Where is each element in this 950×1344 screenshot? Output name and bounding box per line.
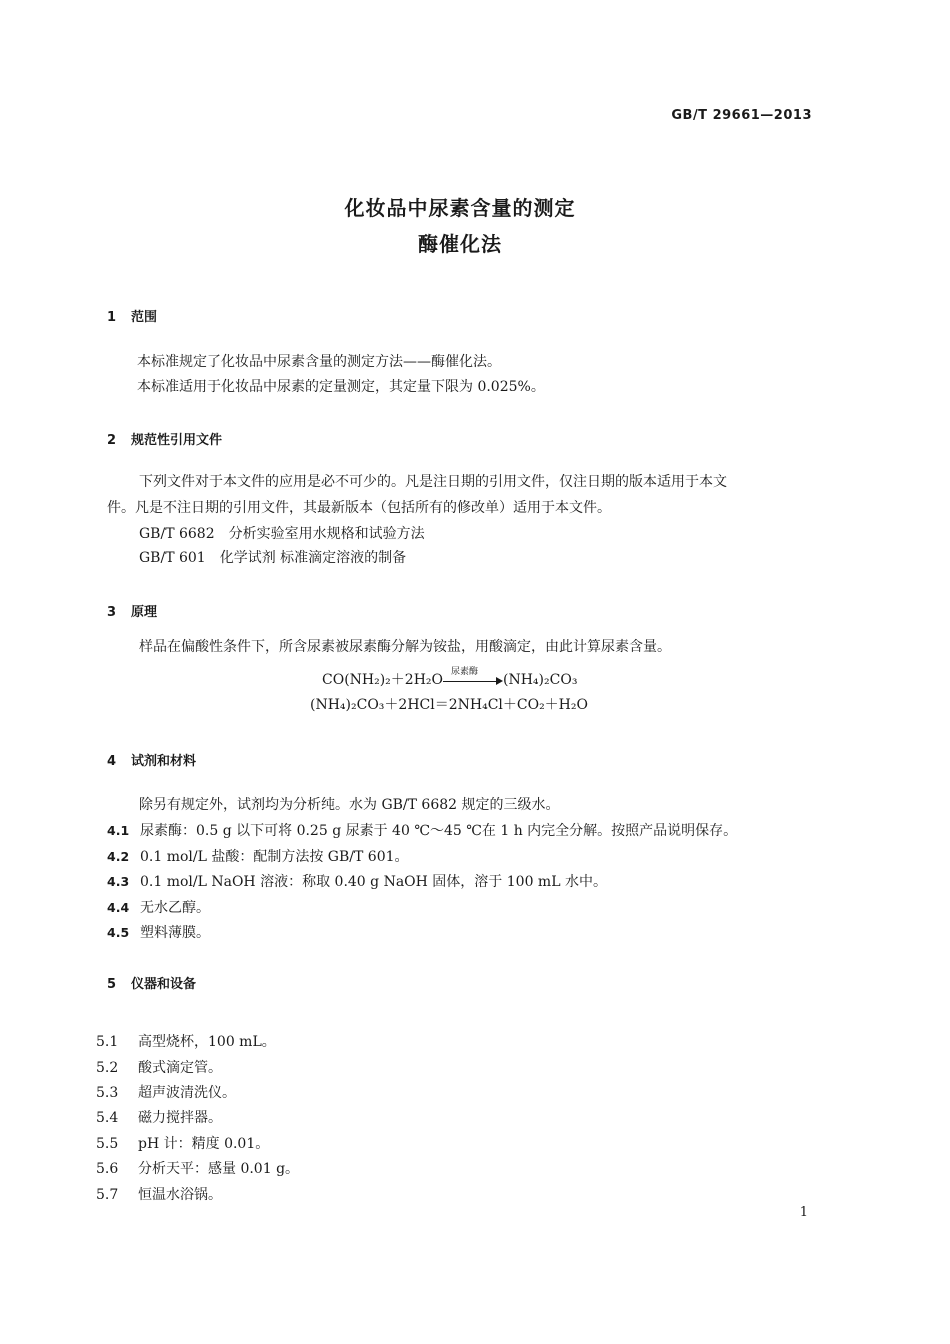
section-heading-2 bbox=[107, 429, 222, 448]
section-number: 2 bbox=[107, 433, 117, 448]
item-text: 0.1 mol/L NaOH 溶液：称取 0.40 g NaOH 固体，溶于 100 mL 水中。 bbox=[140, 874, 607, 890]
section-number: 1 bbox=[107, 310, 117, 325]
list-item bbox=[107, 922, 210, 942]
section-heading-5 bbox=[107, 973, 196, 992]
item-text: 0.1 mol/L 盐酸：配制方法按 GB/T 601。 bbox=[140, 849, 409, 865]
list-item bbox=[107, 846, 409, 866]
section-title: 规范性引用文件 bbox=[131, 433, 223, 448]
section-number: 4 bbox=[107, 754, 117, 769]
section-heading-1 bbox=[107, 306, 157, 325]
item-text: 塑料薄膜。 bbox=[140, 925, 210, 941]
section-title: 范围 bbox=[131, 310, 158, 325]
item-text: 尿素酶：0.5 g 以下可将 0.25 g 尿素于 40 ℃～45 ℃在 1 h 内完全分解。按照产品说明保存。 bbox=[140, 823, 738, 839]
paragraph: 下列文件对于本文件的应用是必不可少的。凡是注日期的引用文件，仅注日期的版本适用于本文 bbox=[139, 474, 727, 490]
chemical-equation-2: (NH₄)₂CO₃＋2HCl＝2NH₄Cl＋CO₂＋H₂O bbox=[310, 697, 588, 713]
item-number: 4.2 bbox=[107, 849, 130, 864]
section-number: 5 bbox=[107, 977, 117, 992]
section-title: 仪器和设备 bbox=[131, 977, 197, 992]
standard-code: GB/T 29661—2013 bbox=[671, 108, 812, 123]
item-text: 磁力搅拌器。 bbox=[138, 1110, 222, 1126]
equation-right: (NH₄)₂CO₃ bbox=[503, 672, 578, 688]
page-number: 1 bbox=[799, 1205, 808, 1220]
item-number: 4.4 bbox=[107, 900, 130, 915]
item-number: 4.5 bbox=[107, 925, 130, 940]
list-item bbox=[96, 1057, 222, 1077]
item-number: 5.3 bbox=[96, 1085, 119, 1101]
item-text: 分析天平：感量 0.01 g。 bbox=[138, 1161, 300, 1177]
section-heading-4 bbox=[107, 750, 196, 769]
list-item bbox=[107, 897, 210, 917]
item-number: 5.5 bbox=[96, 1136, 119, 1152]
reference-item: GB/T 6682 分析实验室用水规格和试验方法 bbox=[139, 526, 425, 542]
reference-item: GB/T 601 化学试剂 标准滴定溶液的制备 bbox=[139, 550, 407, 566]
arrow-label: 尿素酶 bbox=[451, 667, 479, 677]
item-number: 5.1 bbox=[96, 1034, 119, 1050]
equation-left: CO(NH₂)₂＋2H₂O bbox=[322, 672, 444, 688]
paragraph: 除另有规定外，试剂均为分析纯。水为 GB/T 6682 规定的三级水。 bbox=[139, 797, 560, 813]
list-item bbox=[96, 1184, 222, 1204]
item-number: 4.1 bbox=[107, 823, 130, 838]
list-item bbox=[96, 1158, 299, 1178]
item-text: 无水乙醇。 bbox=[140, 900, 210, 916]
item-text: 高型烧杯，100 mL。 bbox=[138, 1034, 276, 1050]
paragraph: 件。凡是不注日期的引用文件，其最新版本（包括所有的修改单）适用于本文件。 bbox=[107, 500, 611, 516]
list-item bbox=[96, 1082, 236, 1102]
document-title: 化妆品中尿素含量的测定 bbox=[344, 196, 576, 220]
paragraph: 本标准适用于化妆品中尿素的定量测定，其定量下限为 0.025%。 bbox=[137, 379, 545, 395]
list-item bbox=[107, 820, 737, 840]
chemical-equation-1 bbox=[322, 669, 577, 689]
item-number: 5.6 bbox=[96, 1161, 119, 1177]
paragraph: 本标准规定了化妆品中尿素含量的测定方法——酶催化法。 bbox=[137, 354, 501, 370]
item-number: 5.7 bbox=[96, 1187, 119, 1203]
item-number: 5.4 bbox=[96, 1110, 119, 1126]
paragraph: 样品在偏酸性条件下，所含尿素被尿素酶分解为铵盐，用酸滴定，由此计算尿素含量。 bbox=[139, 639, 671, 655]
item-number: 4.3 bbox=[107, 874, 130, 889]
item-text: 恒温水浴锅。 bbox=[138, 1187, 222, 1203]
item-text: pH 计：精度 0.01。 bbox=[138, 1136, 270, 1152]
section-title: 试剂和材料 bbox=[131, 754, 197, 769]
item-number: 5.2 bbox=[96, 1060, 119, 1076]
document-subtitle: 酶催化法 bbox=[418, 232, 502, 256]
section-title: 原理 bbox=[131, 605, 158, 620]
list-item bbox=[107, 871, 607, 891]
list-item bbox=[96, 1107, 222, 1127]
list-item bbox=[96, 1133, 269, 1153]
section-number: 3 bbox=[107, 605, 117, 620]
item-text: 酸式滴定管。 bbox=[138, 1060, 222, 1076]
list-item bbox=[96, 1031, 276, 1051]
section-heading-3 bbox=[107, 601, 157, 620]
item-text: 超声波清洗仪。 bbox=[138, 1085, 236, 1101]
reaction-arrow-icon bbox=[443, 667, 503, 687]
